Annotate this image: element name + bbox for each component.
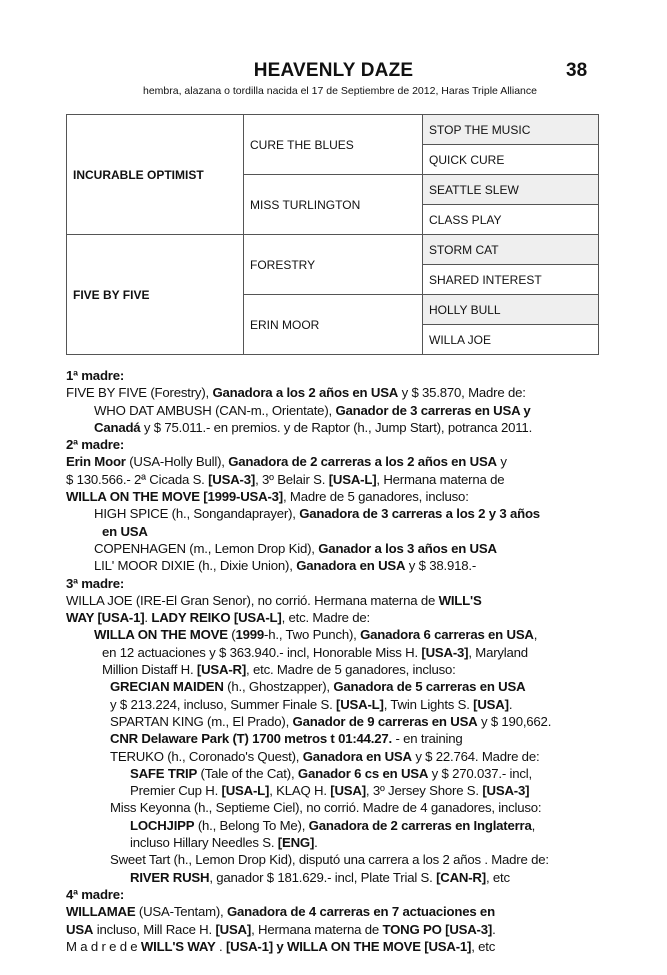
pedigree-dam-sire: FORESTRY [244,235,423,295]
text-line [66,626,606,643]
pedigree-dam-dam: ERIN MOOR [244,295,423,355]
bold-text: LADY REIKO [USA-L] [151,610,282,626]
bold-text: Ganadora a los 2 años en USA [212,385,399,401]
bold-text: [USA-R] [196,662,247,678]
pedigree-g3-cell: WILLA JOE [423,325,599,355]
bold-text: WILL'S WAY [140,938,216,954]
text-run: , Madre de 5 ganadores, incluso: [282,489,469,505]
text-line [66,748,606,765]
text-line [66,384,606,401]
text-run: (Tale of the Cat), [197,765,298,781]
pedigree-g3-cell: SEATTLE SLEW [423,175,599,205]
bold-text: [USA-L] [336,696,384,712]
text-run: ( [227,627,236,643]
pedigree-sire-dam: MISS TURLINGTON [244,175,423,235]
bold-text: [USA-L] [328,471,377,487]
bold-text: [USA-L] [221,783,270,799]
bold-text: SAFE TRIP [130,765,198,781]
bold-text: Canadá [94,419,141,435]
text-line [66,834,606,851]
text-run: , Twin Lights S. [383,696,474,712]
text-line [66,609,606,626]
pedigree-g3-cell: STORM CAT [423,235,599,265]
text-run: , [533,627,538,643]
text-run: TERUKO (h., Coronado's Quest), [110,748,303,764]
text-run: . [144,610,152,626]
text-run: . [314,835,318,851]
text-run: WHO DAT AMBUSH (CAN-m., Orientate), [94,402,336,418]
text-run: . [492,921,496,937]
bold-text: RIVER RUSH [130,869,210,885]
bold-text: [USA-1] y WILLA ON THE MOVE [USA-1] [225,938,472,954]
text-run: , Hermana materna de [251,921,383,937]
text-run: y $ 213.224, incluso, Summer Finale S. [110,696,337,712]
text-line [66,921,606,938]
text-run: . [508,696,513,712]
pedigree-dam: FIVE BY FIVE [67,235,244,355]
bold-text: Erin Moor [66,454,126,470]
text-line [66,540,606,557]
bold-text: Ganadora en USA [302,748,412,764]
bold-text: en USA [102,523,148,539]
text-run: (h., Ghostzapper), [223,679,334,695]
text-line [66,557,606,574]
text-line [66,765,606,782]
text-run: - en training [392,731,463,747]
bold-text: Ganadora de 4 carreras en 7 actuaciones en [226,904,495,920]
text-run: 4ª madre: [66,886,125,902]
text-line [66,661,606,678]
text-run: M a d r e d e [66,938,141,954]
text-run: Million Distaff H. [102,662,197,678]
family-history [66,367,606,955]
text-run: Sweet Tart (h., Lemon Drop Kid), disputó una carrera a los 2 años . Madre de: [110,852,549,868]
text-line [66,713,606,730]
text-run: , [531,817,536,833]
text-line [66,817,606,834]
text-run: (USA-Tentam), [135,904,227,920]
text-run: (h., Belong To Me), [194,817,309,833]
text-run: , etc. Madre de 5 ganadores, incluso: [246,662,456,678]
lot-number: 38 [566,60,588,81]
text-run: 1ª madre: [66,368,125,383]
bold-text: WAY [USA-1] [66,610,145,626]
text-run: , ganador $ 181.629.- incl, Plate Trial S. [209,869,437,885]
text-run: y $ 75.011.- en premios. y de Raptor (h., Jump Start), potranca 2011. [140,419,533,435]
bold-text: 1999 [235,627,265,643]
bold-text: GRECIAN MAIDEN [110,679,224,695]
text-line [66,592,606,609]
text-run: Premier Cup H. [130,783,222,799]
text-run: 3ª madre: [66,575,125,591]
bold-text: [USA-3] [208,471,256,487]
text-run: en 12 actuaciones y $ 363.940.- incl, Honorable Miss H. [102,644,422,660]
text-run: y $ 35.870, Madre de: [398,385,526,401]
text-line [66,938,606,955]
text-line [66,799,606,816]
bold-text: WILL'S [438,592,482,608]
text-run: , etc. Madre de: [281,610,371,626]
bold-text: Ganadora en USA [296,558,406,574]
text-line [66,453,606,470]
text-run: y [496,454,507,470]
text-run: y $ 38.918.- [405,558,477,574]
text-run: y $ 190,662. [477,713,552,729]
text-line [66,782,606,799]
text-run: LIL' MOOR DIXIE (h., Dixie Union), [94,558,297,574]
text-line [66,851,606,868]
dam-heading [66,436,606,453]
text-run: , etc [485,869,510,885]
bold-text: Ganadora de 2 carreras a los 2 años en USA [228,454,497,470]
text-line [66,903,606,920]
bold-text: WILLAMAE [66,904,136,920]
bold-text: [USA-3] [482,783,530,799]
pedigree-table [66,114,599,355]
text-line [66,869,606,886]
text-line [66,505,606,522]
text-run: COPENHAGEN (m., Lemon Drop Kid), [94,540,319,556]
bold-text: [USA] [330,783,366,799]
bold-text: LOCHJIPP [130,817,195,833]
text-run: SPARTAN KING (m., El Prado), [110,713,293,729]
text-run: incluso Hillary Needles S. [130,835,278,851]
dam-heading [66,886,606,903]
text-line [66,402,606,419]
text-line [66,678,606,695]
text-run: FIVE BY FIVE (Forestry), [66,385,213,401]
bold-text: TONG PO [USA-3] [382,921,493,937]
bold-text: Ganador de 9 carreras en USA [292,713,478,729]
bold-text: CNR Delaware Park (T) 1700 metros t 01:44.27. [110,731,392,747]
horse-description: hembra, alazana o tordilla nacida el 17 de Septiembre de 2012, Haras Triple Alliance [143,85,537,97]
text-line [66,644,606,661]
text-run: , 3º Belair S. [255,471,329,487]
text-line [66,419,606,436]
pedigree-g3-cell: HOLLY BULL [423,295,599,325]
pedigree-g3-cell: STOP THE MUSIC [423,115,599,145]
pedigree-g3-cell: SHARED INTEREST [423,265,599,295]
bold-text: Ganadora de 3 carreras a los 2 y 3 años [299,506,540,522]
bold-text: [CAN-R] [436,869,486,885]
bold-text: Ganadora 6 carreras en USA [360,627,534,643]
bold-text: WILLA ON THE MOVE [1999-USA-3] [66,489,283,505]
bold-text: Ganador a los 3 años en USA [318,540,497,556]
text-run: , Maryland [468,644,528,660]
text-line [66,488,606,505]
pedigree-sire-sire: CURE THE BLUES [244,115,423,175]
text-run: , KLAQ H. [269,783,331,799]
bold-text: [ENG] [277,835,315,851]
pedigree-sire: INCURABLE OPTIMIST [67,115,244,235]
text-run: WILLA JOE (IRE-El Gran Senor), no corrió. Hermana materna de [66,592,439,608]
text-run: 2ª madre: [66,437,125,453]
bold-text: Ganadora de 5 carreras en USA [333,679,526,695]
text-run: $ 130.566.- 2ª Cicada S. [66,471,209,487]
text-run: (USA-Holly Bull), [125,454,229,470]
bold-text: Ganador de 3 carreras en USA y [335,402,531,418]
text-line [66,523,606,540]
text-run: , Hermana materna de [376,471,505,487]
text-run: . [215,938,226,954]
text-run: incluso, Mill Race H. [93,921,216,937]
text-run: , 3º Jersey Shore S. [365,783,483,799]
text-run: y $ 270.037.- incl, [428,765,532,781]
dam-heading [66,575,606,592]
text-line [66,696,606,713]
bold-text: Ganadora de 2 carreras en Inglaterra [308,817,532,833]
dam-heading [66,367,606,384]
text-run: , etc [471,938,496,954]
text-run: y $ 22.764. Madre de: [411,748,540,764]
bold-text: [USA-3] [421,644,469,660]
text-run: -h., Two Punch), [264,627,361,643]
text-line [66,730,606,747]
horse-name: HEAVENLY DAZE [253,60,414,81]
text-line [66,471,606,488]
bold-text: USA [66,921,94,937]
bold-text: Ganador 6 cs en USA [297,765,429,781]
bold-text: WILLA ON THE MOVE [94,627,228,643]
pedigree-g3-cell: CLASS PLAY [423,205,599,235]
pedigree-g3-cell: QUICK CURE [423,145,599,175]
text-run: Miss Keyonna (h., Septieme Ciel), no corrió. Madre de 4 ganadores, incluso: [110,800,542,816]
bold-text: [USA] [473,696,509,712]
bold-text: [USA] [215,921,252,937]
text-run: HIGH SPICE (h., Songandaprayer), [94,506,300,522]
